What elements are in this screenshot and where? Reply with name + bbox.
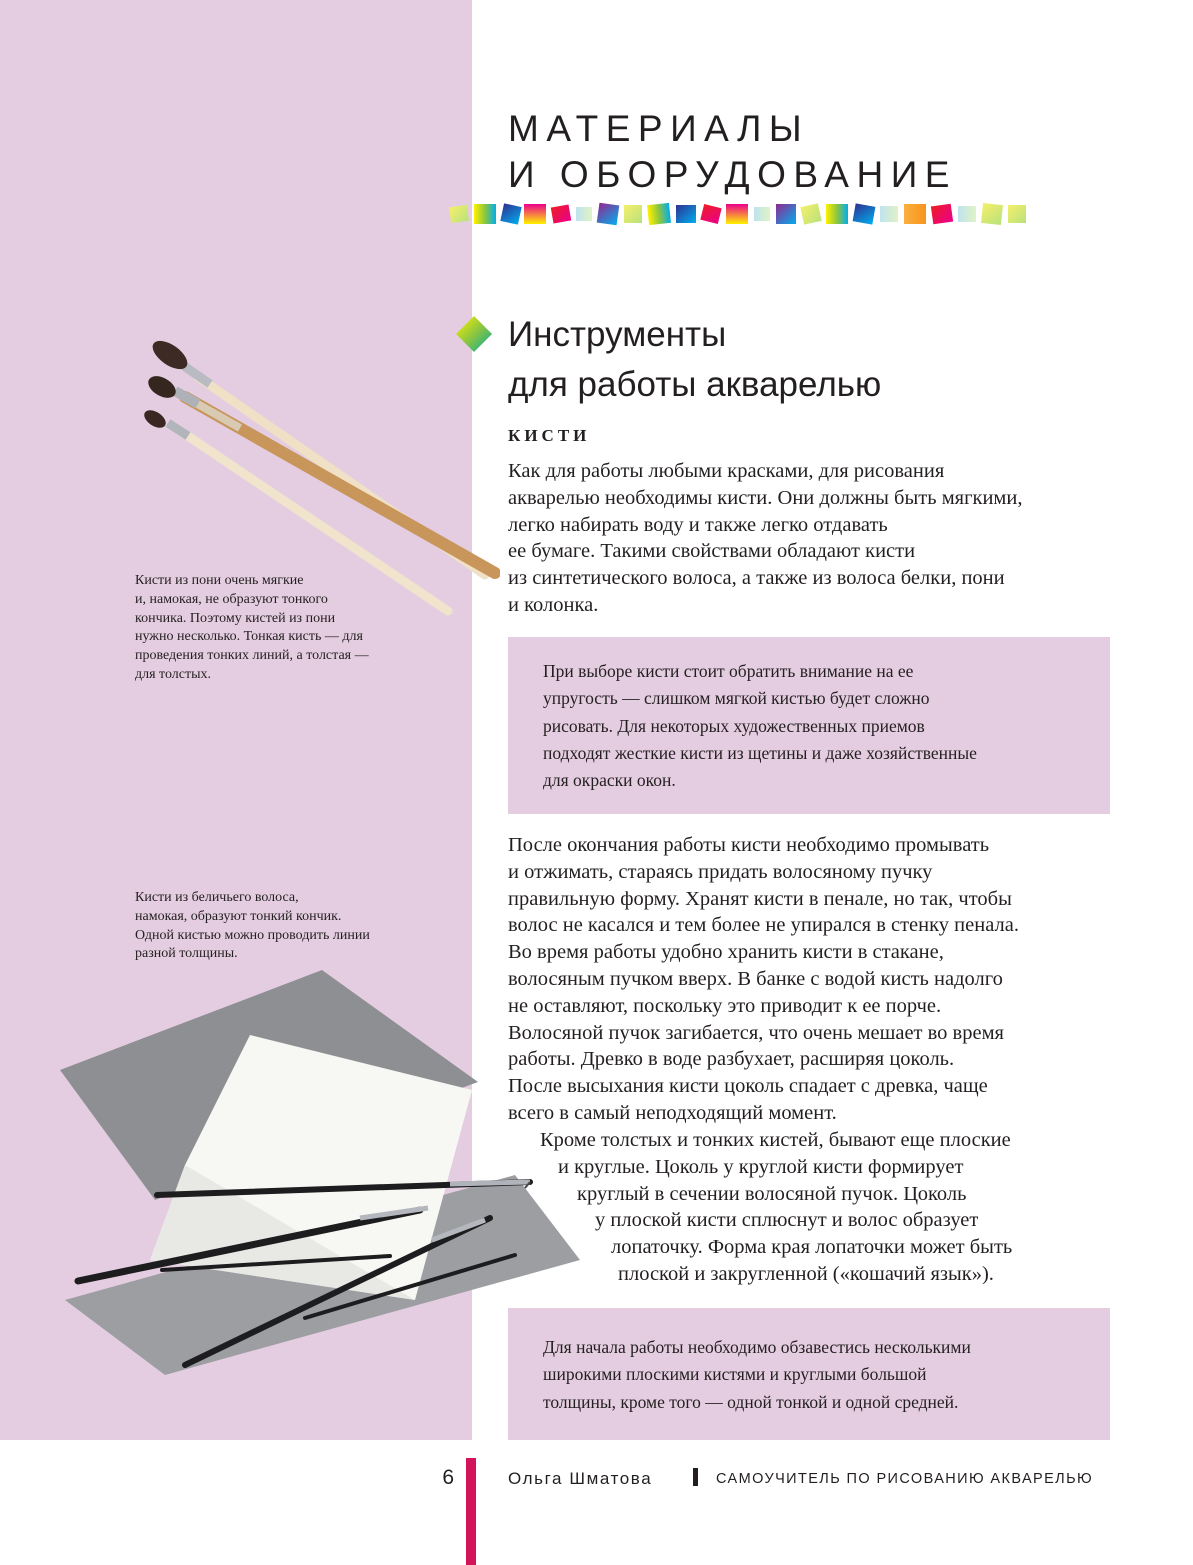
text-line: Для начала работы необходимо обзавестись несколькими — [543, 1337, 971, 1357]
footer-separator — [693, 1468, 698, 1486]
text-line: не оставляют, поскольку это приводит к ее порче. — [508, 994, 942, 1017]
text-line: правильную форму. Хранят кисти в пенале, но так, чтобы — [508, 887, 1012, 910]
paragraph-3 — [508, 1127, 1012, 1288]
caption-line: разной толщины. — [135, 946, 238, 962]
caption-line: кончика. Поэтому кистей из пони — [135, 610, 336, 626]
text-line: ее бумаге. Такими свойствами обладают кисти — [508, 540, 916, 563]
footer-author: Ольга Шматова — [508, 1469, 653, 1488]
text-line: После окончания работы кисти необходимо промывать — [508, 834, 990, 856]
text-line: волосяным пучком вверх. В банке с водой кисть надолго — [508, 967, 1003, 990]
caption-line: нужно несколько. Тонкая кисть — для — [135, 629, 363, 645]
text-line: широкими плоскими кистями и круглыми большой — [543, 1364, 927, 1385]
text-line: и круглые. Цоколь у круглой кисти формирует — [558, 1155, 964, 1178]
text-line: Во время работы удобно хранить кисти в стакане, — [508, 941, 944, 964]
section-title-line: Инструменты — [508, 315, 727, 354]
text-line: всего в самый неподходящий момент. — [508, 1101, 837, 1124]
paragraph-1 — [508, 458, 1023, 619]
text-line: для окраски окон. — [543, 770, 676, 791]
color-squares-decoration — [448, 196, 1038, 232]
text-line: После высыхания кисти цоколь спадает с древка, чаще — [508, 1075, 988, 1098]
text-line: у плоской кисти сплюснут и волос образует — [595, 1209, 979, 1232]
caption-line: Кисти из беличьего волоса, — [135, 890, 299, 905]
caption-line: Одной кистью можно проводить линии — [135, 927, 370, 943]
text-line: из синтетического волоса, а также из волоса белки, пони — [508, 567, 1005, 590]
section-title — [508, 310, 881, 410]
text-line: упругость — слишком мягкой кистью будет сложно — [543, 688, 930, 709]
pony-brushes-caption — [135, 572, 369, 685]
caption-line: и, намокая, не образуют тонкого — [135, 591, 328, 607]
footer-book-title: САМОУЧИТЕЛЬ ПО РИСОВАНИЮ АКВАРЕЛЬЮ — [716, 1471, 1094, 1487]
note-box-1 — [508, 637, 1110, 814]
chapter-title — [508, 106, 957, 198]
diamond-bullet-icon — [454, 314, 494, 354]
caption-line: для толстых. — [135, 666, 212, 682]
text-line: работы. Древко в воде разбухает, расширяя цоколь. — [508, 1048, 955, 1071]
text-line: лопаточку. Форма края лопаточки может быть — [611, 1236, 1013, 1259]
text-line: подходят жесткие кисти из щетины и даже хозяйственные — [543, 742, 977, 763]
text-line: и отжимать, стараясь придать волосяному пучку — [508, 860, 933, 883]
subheading: КИСТИ — [508, 426, 591, 445]
caption-line: Кисти из пони очень мягкие — [135, 573, 304, 588]
text-line: и колонка. — [508, 593, 599, 616]
chapter-title-line: МАТЕРИАЛЫ — [508, 108, 810, 149]
text-line: толщины, кроме того — одной тонкой и одной средней. — [543, 1391, 959, 1412]
caption-line: проведения тонких линий, а толстая — — [135, 648, 369, 664]
text-line: плоской и закругленной («кошачий язык»). — [618, 1262, 994, 1285]
text-line: волос не касался и тем более не упирался в стенку пенала. — [508, 914, 1019, 937]
text-line: акварелью необходимы кисти. Они должны быть мягкими, — [508, 486, 1023, 509]
text-line: Волосяной пучок загибается, что очень мешает во время — [508, 1021, 1004, 1044]
paragraph-2 — [508, 832, 1019, 1127]
text-line: Кроме толстых и тонких кистей, бывают еще плоские — [540, 1129, 1011, 1151]
page-number: 6 — [442, 1466, 454, 1489]
note-box-2 — [508, 1308, 1110, 1440]
chapter-title-line: И ОБОРУДОВАНИЕ — [508, 154, 957, 195]
note-text — [543, 1334, 971, 1416]
caption-line: намокая, образуют тонкий кончик. — [135, 908, 342, 924]
text-line: круглый в сечении волосяной пучок. Цоколь — [577, 1182, 967, 1205]
text-line: При выборе кисти стоит обратить внимание на ее — [543, 661, 914, 681]
squirrel-brushes-caption — [135, 889, 370, 964]
text-line: Как для работы любыми красками, для рисования — [508, 460, 945, 482]
note-text — [543, 658, 977, 794]
section-title-line: для работы акварелью — [508, 365, 882, 404]
footer-accent-bar — [466, 1458, 476, 1565]
text-line: рисовать. Для некоторых художественных приемов — [543, 715, 925, 736]
text-line: легко набирать воду и также легко отдавать — [508, 513, 888, 536]
